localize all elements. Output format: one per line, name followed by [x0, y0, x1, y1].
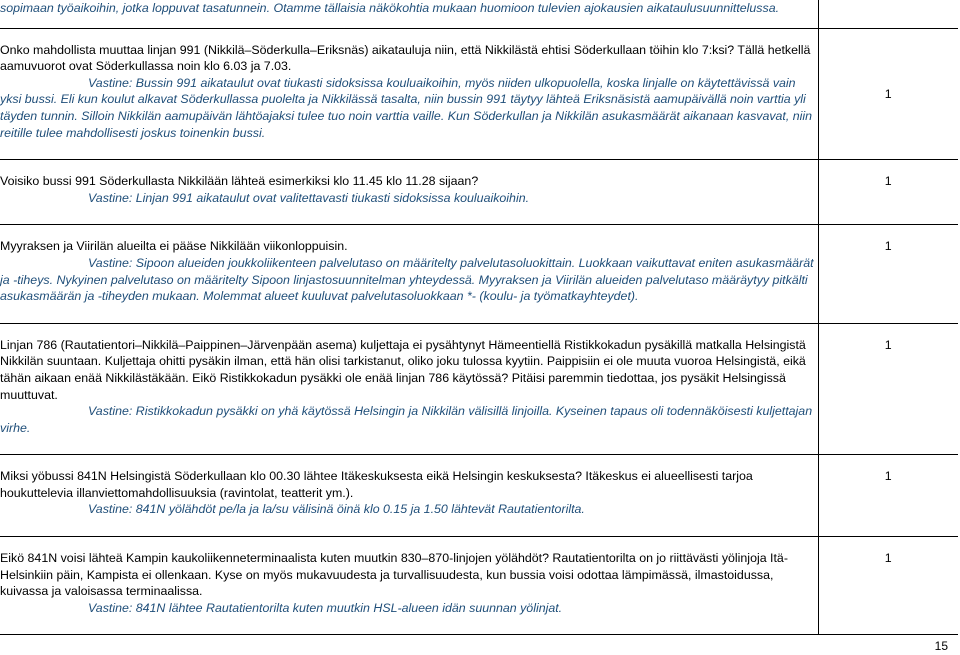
question-cell	[0, 537, 818, 635]
answer-text: Vastine: Linjan 991 aikataulut ovat valitettavasti tiukasti sidoksissa kouluaikoihin.	[88, 190, 530, 205]
answer-text: Vastine: Ristikkokadun pysäkki on yhä käytössä Helsingin ja Nikkilän välisillä linjoilla. Kyseinen tapaus oli todennäköisesti kuljettajan virhe.	[0, 404, 813, 435]
score-cell	[818, 455, 958, 537]
question-text: Miksi yöbussi 841N Helsingistä Söderkullaan klo 00.30 lähtee Itäkeskuksesta eikä Helsingin keskuksesta? Itäkeskus ei alueellisesti tarjoa houkuttelevia illanviettomahdollisuuksia (ravintolat, teatterit ym.).	[0, 469, 753, 500]
question-text: Linjan 786 (Rautatientori–Nikkilä–Paippinen–Järvenpään asema) kuljettaja ei pysähtynyt Hämeentiellä Ristikkokadun pysäkillä matkalla Helsingistä Nikkilän suuntaan. Kuljettaja ohitti pysäkin ilman, että hän olisi tarkistanut, oliko joku tulossa kyytiin. Paippisiin ei ole muuta vuoroa Helsingistä, eikä tähän aikaan enää Nikkilästäkään. Eikö Ristikkokadun pysäkki ole enää linjan 786 käytössä? Pitäisi paremmin tiedottaa, jos pysäkit Helsingissä muuttuvat.	[0, 337, 806, 402]
answer-text: Vastine: 841N yölähdöt pe/la ja la/su välisinä öinä klo 0.15 ja 1.50 lähtevät Rautatientorilta.	[88, 502, 585, 517]
score-value: 1	[884, 174, 892, 189]
page-number: 15	[934, 639, 948, 653]
score-cell	[818, 225, 958, 323]
question-cell	[0, 0, 818, 28]
score-value: 1	[884, 337, 892, 352]
score-value: 1	[884, 86, 892, 101]
table-row	[0, 0, 958, 28]
score-value: 1	[884, 239, 892, 254]
score-value: 1	[884, 469, 892, 484]
answer-text: Vastine: Bussin 991 aikataulut ovat tiukasti sidoksissa kouluaikoihin, myös niiden ulkopuolella, koska linjalle on käytettävissä vain yksi bussi. Eli kun koulut alkavat Söderkullassa puolelta ja Nikkilässä tasalta, niin bussin 991 täytyy lähteä Eriksnäsistä aamupäivällä noin varttia yli täyden tunnin. Silloin Nikkilän aamupäivän lähtöajaksi tulee tuo noin varttia vaille. Kun Söderkullan ja Nikkilän asukasmäärät aikanaan kasvavat, niin reitille tulee mahdollisesti joskus toinenkin bussi.	[0, 75, 813, 140]
table-row	[0, 455, 958, 537]
score-cell	[818, 323, 958, 455]
question-cell	[0, 160, 818, 225]
table-row	[0, 28, 958, 160]
table-row	[0, 160, 958, 225]
question-text: Myyraksen ja Viirilän alueilta ei pääse Nikkilään viikonloppuisin.	[0, 239, 348, 254]
question-cell	[0, 455, 818, 537]
question-text: Voisiko bussi 991 Söderkullasta Nikkilään lähteä esimerkiksi klo 11.45 klo 11.28 sijaan?	[0, 174, 479, 189]
score-cell	[818, 160, 958, 225]
answer-text: sopimaan työaikoihin, jotka loppuvat tasatunnein. Otamme tällaisia näkökohtia mukaan huomioon tulevien ajokausien aikataulusuunnittelussa.	[0, 1, 780, 15]
question-text: Eikö 841N voisi lähteä Kampin kaukoliikenneterminaalista kuten muutkin 830–870-linjojen yölähdöt? Rautatientorilta on jo riittävästi yölinjoja Itä-Helsinkiin päin, Kampista ei ollenkaan. Kyse on myös mukavuudesta ja turvallisuudesta, kun bussia voisi odottaa lämpimässä, ilmastoidussa, kuivassa ja valoisassa terminaalissa.	[0, 551, 788, 599]
answer-text: Vastine: Sipoon alueiden joukkoliikenteen palvelutaso on määritelty palvelutasoluokittain. Luokkaan vaikuttavat eniten asukasmäärät ja -tiheys. Nykyinen palvelutaso on määritelty Sipoon linjastosuunnitelman yhteydessä. Myyraksen ja Viirilän alueiden palvelutaso määräytyy pitkälti asukasmäärän ja -tiheyden mukaan. Molemmat alueet kuuluvat palvelutasoluokkaan *- (koulu- ja työmatkayhteydet).	[0, 255, 814, 304]
score-cell	[818, 28, 958, 160]
score-cell	[818, 0, 958, 28]
table-row	[0, 225, 958, 323]
table-row	[0, 323, 958, 455]
table-row	[0, 537, 958, 635]
question-text: Onko mahdollista muuttaa linjan 991 (Nikkilä–Söderkulla–Eriksnäs) aikatauluja niin, että Nikkilästä ehtisi Söderkullaan töihin klo 7:ksi? Tällä hetkellä aamuvuorot ovat Söderkullassa noin klo 6.03 ja 7.03.	[0, 42, 811, 74]
answer-text: Vastine: 841N lähtee Rautatientorilta kuten muutkin HSL-alueen idän suunnan yölinjat.	[88, 600, 563, 615]
question-cell	[0, 225, 818, 323]
question-cell	[0, 323, 818, 455]
score-value: 1	[884, 551, 892, 566]
score-cell	[818, 537, 958, 635]
question-cell	[0, 28, 818, 160]
